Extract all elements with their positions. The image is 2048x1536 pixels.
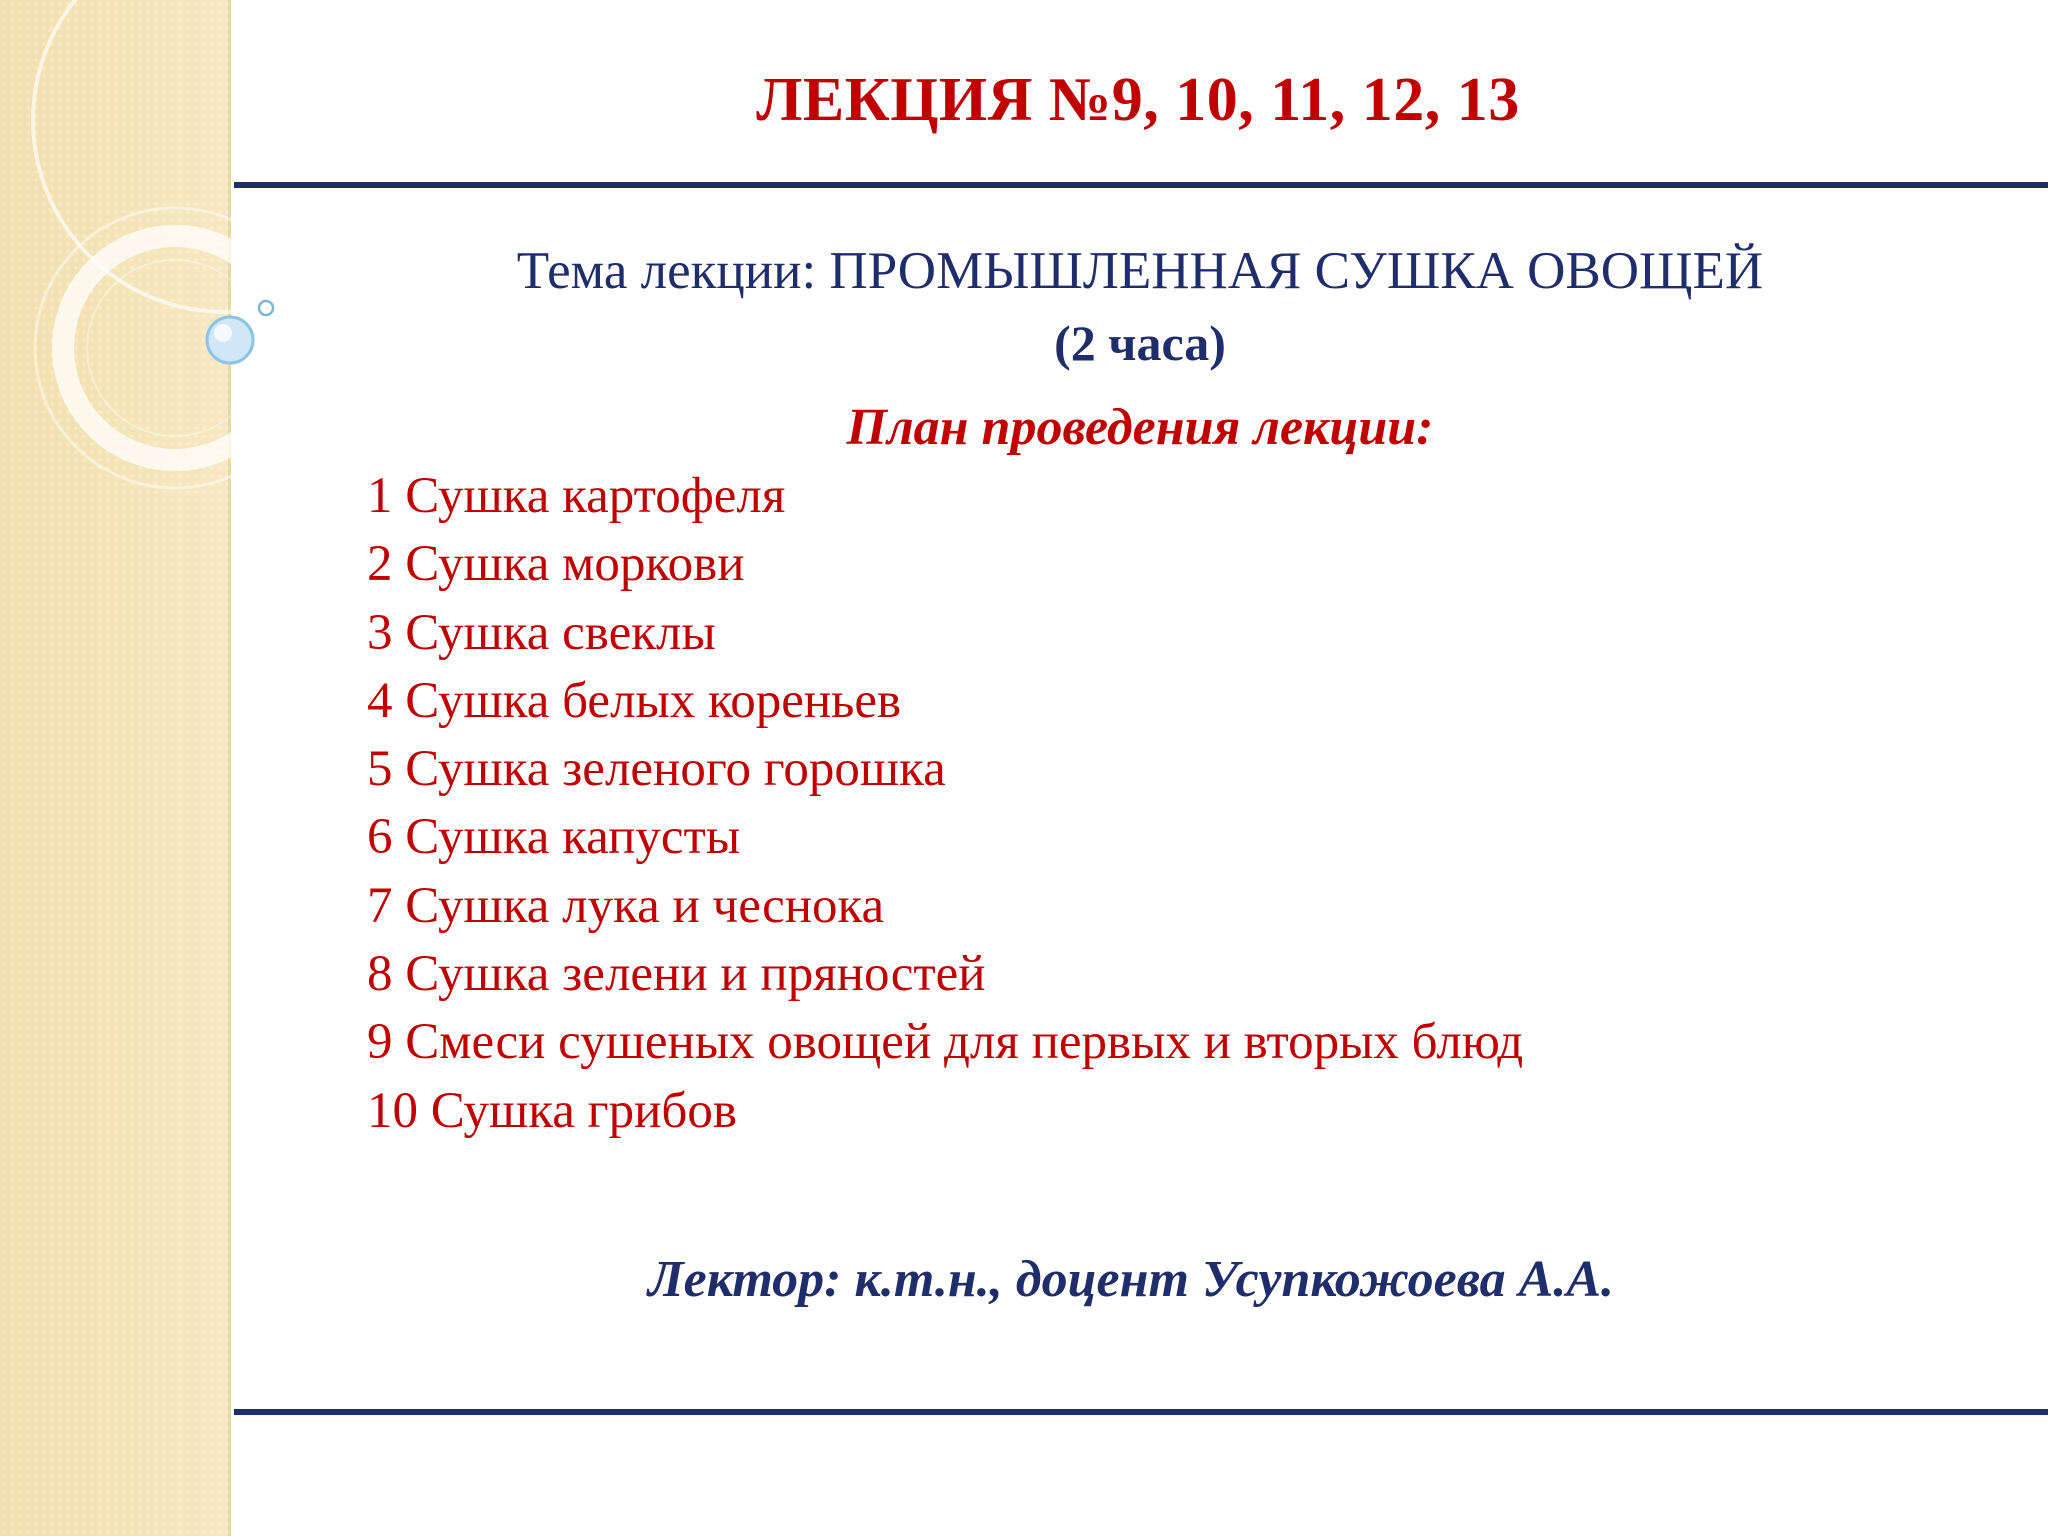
plan-item: 3 Сушка свеклы bbox=[367, 604, 716, 661]
lecturer-credit: Лектор: к.т.н., доцент Усупкожоева А.А. bbox=[647, 1251, 1614, 1308]
plan-item: 5 Сушка зеленого горошка bbox=[367, 741, 946, 798]
plan-item: 1 Сушка картофеля bbox=[367, 468, 786, 524]
plan-item: 7 Сушка лука и чеснока bbox=[367, 877, 885, 934]
plan-item: 2 Сушка моркови bbox=[367, 536, 745, 593]
plan-list bbox=[367, 462, 1523, 1145]
plan-item: 9 Смеси сушеных овощей для первых и вторых блюд bbox=[367, 1014, 1524, 1071]
plan-item: 6 Сушка капусты bbox=[367, 809, 741, 866]
lecture-title: ЛЕКЦИЯ №9, 10, 11, 12, 13 bbox=[756, 66, 1520, 134]
plan-item: 4 Сушка белых кореньев bbox=[367, 672, 902, 729]
lecture-topic: Тема лекции: ПРОМЫШЛЕННАЯ СУШКА ОВОЩЕЙ bbox=[516, 242, 1764, 300]
top-divider bbox=[234, 182, 2048, 188]
bottom-divider bbox=[234, 1409, 2048, 1415]
plan-item: 8 Сушка зелени и пряностей bbox=[367, 946, 986, 1003]
plan-heading: План проведения лекции: bbox=[846, 399, 1434, 456]
lecture-hours: (2 часа) bbox=[1054, 315, 1226, 371]
plan-item: 10 Сушка грибов bbox=[367, 1082, 737, 1139]
